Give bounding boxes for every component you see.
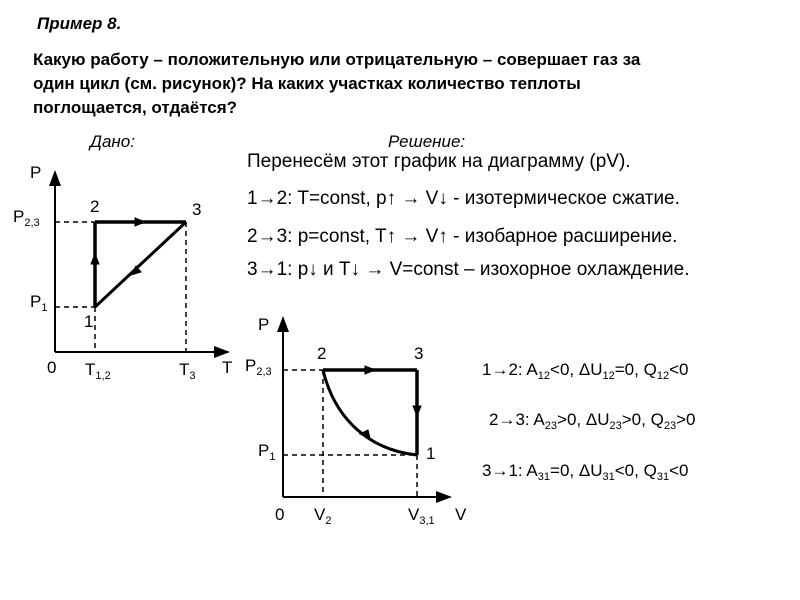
pt-t3-label: $T_3$ <box>179 360 196 382</box>
pv-origin: 0 <box>275 505 285 524</box>
arrow-icon <box>135 218 145 226</box>
pt-y-label: P <box>30 163 42 182</box>
example-title: Пример 8. <box>37 14 122 33</box>
question-line: один цикл (см. рисунок)? На каких участках количество теплоты <box>33 74 581 93</box>
equation-1-2: 1→2: $A_{12}<0$, $\Delta U_{12}=0$, $Q_{12}<0$ <box>482 360 689 382</box>
solution-line: Перенесём этот график на диаграмму (pV). <box>247 151 631 172</box>
equation-3-1: 3→1: $A_{31}=0$, $\Delta U_{31}<0$, $Q_{31}<0$ <box>482 461 689 483</box>
solution-label: Решение: <box>388 132 466 151</box>
pv-y-label: P <box>258 315 270 334</box>
pv-point-2: 2 <box>317 344 327 363</box>
solution-line: 3→1: p↓ и T↓ → V=const – изохорное охлаждение. <box>247 259 690 280</box>
pv-process-1-2 <box>323 370 417 455</box>
pt-x-label: T <box>222 358 233 377</box>
pt-diagram <box>55 172 228 352</box>
pt-t12-label: $T_{1,2}$ <box>85 360 111 382</box>
equation-2-3: 2→3: $A_{23}>0$, $\Delta U_{23}>0$, $Q_{23}>0$ <box>489 410 696 432</box>
pv-p23-label: $P_{2,3}$ <box>245 356 272 378</box>
pv-v2-label: $V_2$ <box>314 505 332 527</box>
pt-p23-label: $P_{2,3}$ <box>13 207 40 229</box>
pv-x-label: V <box>455 505 467 524</box>
pv-p1-label: $P_1$ <box>258 441 276 463</box>
given-label: Дано: <box>90 132 135 151</box>
question-line: поглощается, отдаётся? <box>33 98 238 117</box>
pt-point-1: 1 <box>84 312 94 331</box>
pv-v31-label: $V_{3,1}$ <box>408 505 435 527</box>
pt-p1-label: $P_1$ <box>30 292 48 314</box>
pt-process-3-1 <box>95 222 186 307</box>
pv-guides <box>283 370 417 497</box>
pv-point-1: 1 <box>426 444 436 463</box>
solution-line: 1→2: T=const, p↑ → V↓ - изотермическое сжатие. <box>247 188 680 209</box>
arrow-icon <box>413 406 421 416</box>
question-line: Какую работу – положительную или отрицательную – совершает газ за <box>33 50 641 69</box>
solution-line: 2→3: p=const, T↑ → V↑ - изобарное расширение. <box>247 226 678 247</box>
pt-origin: 0 <box>47 358 57 377</box>
arrow-icon <box>365 366 375 374</box>
pv-diagram <box>283 318 450 497</box>
pt-point-2: 2 <box>90 197 100 216</box>
arrow-icon <box>91 254 99 264</box>
pv-point-3: 3 <box>414 344 424 363</box>
pt-point-3: 3 <box>192 200 202 219</box>
